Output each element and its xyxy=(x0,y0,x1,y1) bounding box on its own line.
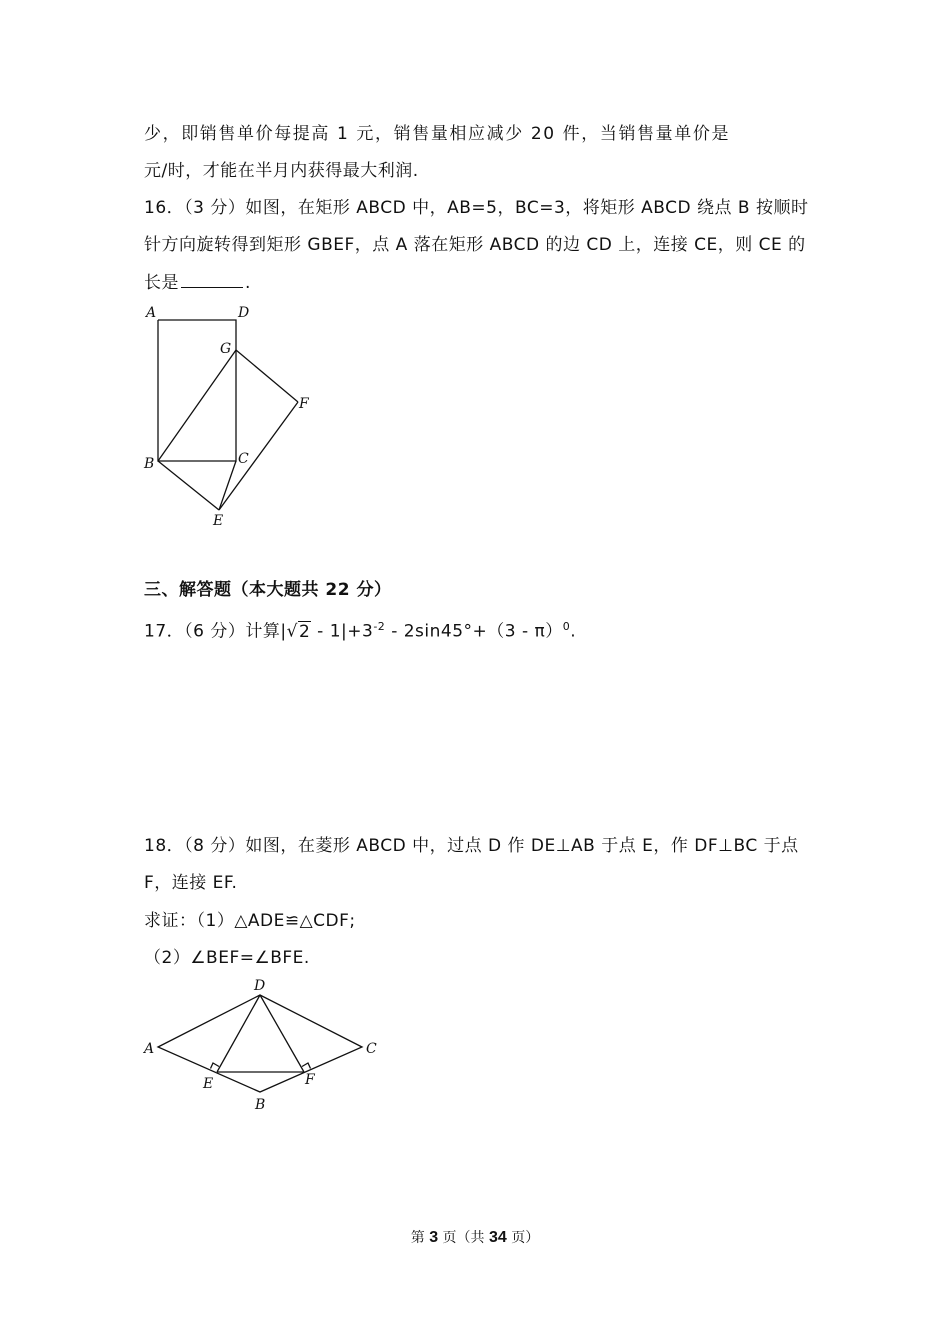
q17-prefix: 17．（6 分）计算 xyxy=(144,621,281,642)
q16-line-2: 针方向旋转得到矩形 GBEF，点 A 落在矩形 ABCD 的边 CD 上，连接 CE，则 CE 的 xyxy=(144,235,806,255)
q16-line-1: 16．（3 分）如图，在矩形 ABCD 中，AB=5，BC=3，将矩形 ABCD 绕点 B 按顺时 xyxy=(144,198,809,218)
label-b: B xyxy=(144,456,155,472)
section-3-title: 三、解答题（本大题共 22 分） xyxy=(144,580,392,600)
label-e: E xyxy=(203,1076,214,1092)
exponent-zero: 0 xyxy=(562,620,571,633)
footer-pre: 第 xyxy=(410,1230,430,1246)
label-c: C xyxy=(238,451,249,467)
label-b: B xyxy=(255,1097,266,1113)
abs-bar-right: | xyxy=(341,621,348,642)
label-e: E xyxy=(213,513,224,529)
label-c: C xyxy=(366,1041,377,1057)
answer-blank xyxy=(181,271,243,288)
q18-line-3: 求证：（1）△ADE≌△CDF; xyxy=(144,911,356,931)
continuation-line-2: 元/时，才能在半月内获得最大利润. xyxy=(144,161,419,181)
q17-rest: - 2sin45°+（3 - π） xyxy=(385,621,563,642)
q17-line: 17．（6 分）计算$|√2 - 1|+3^{-2} - 2\sin 45^\circ+(3 - \pi)^0$. xyxy=(144,620,577,642)
segment-fe xyxy=(219,402,298,510)
right-angle-mark-f xyxy=(302,1063,311,1069)
q18-line-2: F，连接 EF. xyxy=(144,873,238,893)
q18-figure xyxy=(138,975,388,1120)
right-angle-mark-e xyxy=(211,1063,220,1069)
label-d: D xyxy=(254,978,266,994)
sqrt-radicand: 2 xyxy=(298,621,311,642)
segment-ce xyxy=(219,461,236,510)
abs-bar-left: | xyxy=(280,621,287,642)
segment-eb xyxy=(158,461,219,510)
page-footer xyxy=(0,1227,950,1247)
q16-figure xyxy=(140,300,320,532)
label-a: A xyxy=(144,1041,155,1057)
label-f: F xyxy=(305,1072,315,1088)
segment-gf xyxy=(236,350,298,402)
q16-suffix: . xyxy=(245,273,251,293)
label-d: D xyxy=(238,305,250,321)
exponent-neg-two: -2 xyxy=(373,620,386,633)
q17-end: . xyxy=(570,621,577,642)
q16-line-3 xyxy=(144,271,251,295)
label-f: F xyxy=(299,396,309,412)
abs-rest: - 1 xyxy=(311,621,342,642)
rhombus-abcd xyxy=(158,995,362,1092)
q18-line-4: （2）∠BEF=∠BFE. xyxy=(144,948,310,968)
label-g: G xyxy=(220,341,232,357)
page-number: 3 xyxy=(429,1229,439,1246)
total-pages: 34 xyxy=(489,1229,507,1246)
footer-post: 页） xyxy=(506,1230,540,1246)
q16-prefix: 长是 xyxy=(144,273,179,293)
q18-line-1: 18．（8 分）如图，在菱形 ABCD 中，过点 D 作 DE⊥AB 于点 E，作 DF⊥BC 于点 xyxy=(144,836,799,856)
segment-bg xyxy=(158,350,236,461)
footer-mid: 页（共 xyxy=(438,1230,489,1246)
continuation-line-1: 少，即销售单价每提高 1 元，销售量相应减少 20 件，当销售量单价是 xyxy=(144,124,731,144)
label-a: A xyxy=(146,305,157,321)
term-three: +3 xyxy=(347,621,374,642)
